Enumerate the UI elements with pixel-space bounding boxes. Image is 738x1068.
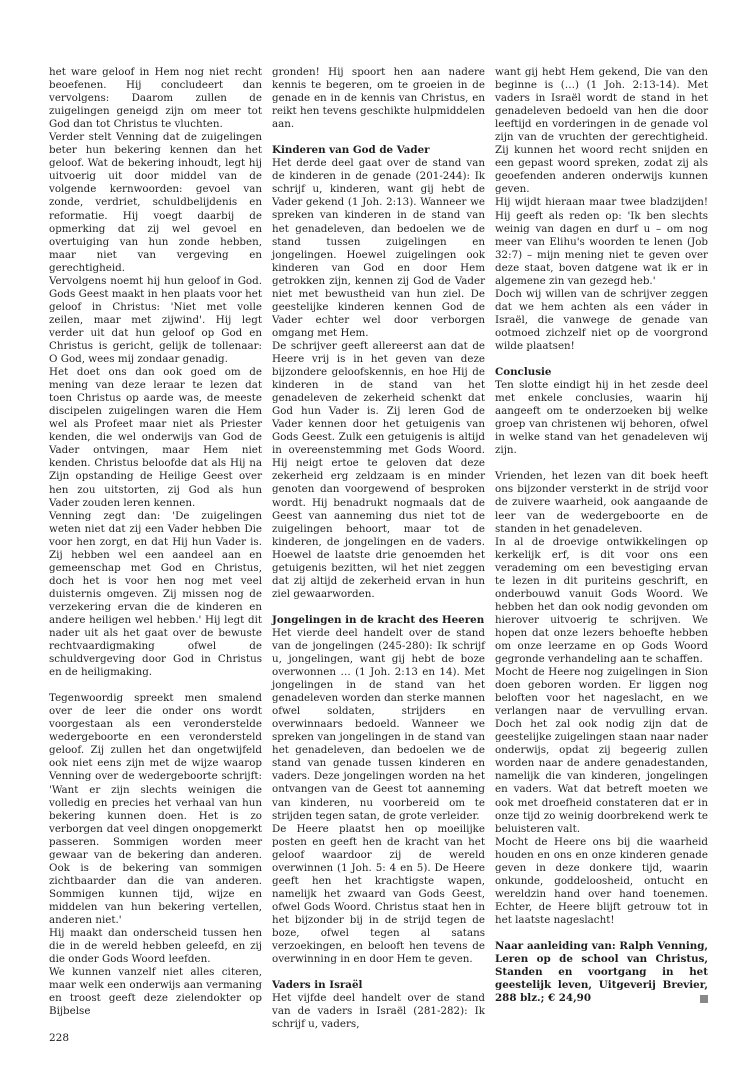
paragraph: Hij maakt dan onderscheid tussen hen die in de wereld hebben geleefd, en zij die onder Gods Woord leefden. [49,927,262,966]
paragraph: We kunnen vanzelf niet alles citeren, maar welk een onderwijs aan vermaning en troost geeft deze zielendokter op Bijbelse [49,966,262,1018]
paragraph: Doch wij willen van de schrijver zeggen dat we hem achten als een váder in Israël, die vanwege de genade van ootmoed zichzelf niet op de voorgrond wilde plaatsen! [495,287,708,352]
column-right [495,66,708,1005]
paragraph: Het doet ons dan ook goed om de mening van deze leraar te lezen dat toen Christus op aarde was, de meeste discipelen zuigelingen waren die Hem wel als Profeet maar niet als Priester kenden, die wel onderwijs van God de Vader ontvingen, maar Hem niet kenden. Christus beloofde dat als Hij na Zijn opstanding de Heilige Geest over hen zou uitstorten, zij God als hun Vader zouden leren kennen. [49,366,262,509]
paragraph: het ware geloof in Hem nog niet recht beoefenen. Hij concludeert dan vervolgens: Daarom zullen de zuigelingen geneigd zijn om meer tot God dan tot Christus te vluchten. [49,66,262,131]
paragraph: Vervolgens noemt hij hun geloof in God. Gods Geest maakt in hen plaats voor het geloof in Christus: 'Niet met volle zeilen, maar met zijwind'. Hij legt verder uit dat hun geloof op God en Christus is gericht, gelijk de tollenaar: O God, wees mij zondaar genadig. [49,274,262,366]
paragraph: Het derde deel gaat over de stand van de kinderen in de genade (201-244): Ik schrijf u, kinderen, want gij hebt de Vader gekend (1 Joh. 2:13). Wanneer we spreken van kinderen in de stand van het genadeleven, dan bedoelen we de stand tussen zuigelingen en jongelingen. Hoewel zuigelingen ook kinderen van God en door Hem getrokken zijn, kennen zij God de Vader niet met bewustheid van hun ziel. De geestelijke kinderen kennen God de Vader echter wel door verborgen omgang met Hem. [272,157,485,339]
end-mark-square-icon [700,995,708,1003]
section-heading: Kinderen van God de Vader [272,144,430,157]
page-number: 228 [49,1032,70,1044]
book-source [495,940,708,1005]
paragraph: Hij wijdt hieraan maar twee bladzijden! Hij geeft als reden op: 'Ik ben slechts weinig van dagen en durf u – om nog meer van Elihu's woorden te lenen (Job 32:7) – mijn mening niet te geven over deze staat, boven datgene wat ik er in algemene zin van gezegd heb.' [495,196,708,287]
paragraph: Ten slotte eindigt hij in het zesde deel met enkele conclusies, waarin hij aangeeft om te onderzoeken bij welke groep van christenen wij behoren, ofwel in welke stand van het genadeleven wij zijn. [495,379,708,457]
section-heading: Jongelingen in de kracht des Heeren [272,613,485,626]
paragraph: Verder stelt Venning dat de zuigelingen beter hun bekering kennen dan het geloof. Wat de bekering inhoudt, legt hij uitvoerig uit door middel van de volgende kernwoorden: gevoel van zonde, verdriet, schuldbelijdenis en reformatie. Hij voegt daarbij de opmerking dat zij wel gevoel en overtuiging van hun zonde hebben, maar niet van vergeving en gerechtigheid. [49,131,262,274]
paragraph: Tegenwoordig spreekt men smalend over de leer die onder ons wordt voorgestaan als een veronderstelde wedergeboorte en een verondersteld geloof. Zij zullen het dan ongetwijfeld ook niet eens zijn met de wijze waarop Venning over de wedergeboorte schrijft: 'Want er zijn slechts weinigen die volledig en precies het verhaal van hun bekering kunnen doen. Het is zo verborgen dat veel dingen onopgemerkt passeren. Sommigen worden meer gewaar van de bekering dan anderen. Ook is de bekering van sommigen zichtbaarder dan die van anderen. Sommigen kunnen tijd, wijze en middelen van hun bekering vertellen, anderen niet.' [49,692,262,926]
column-middle [272,66,485,1031]
section-heading: Conclusie [495,366,552,379]
paragraph: Vrienden, het lezen van dit boek heeft ons bijzonder versterkt in de strijd voor de zuivere waarheid, ook aangaande de leer van de wedergeboorte en de standen in het genadeleven. [495,470,708,535]
paragraph: Mocht de Heere nog zuigelingen in Sion doen geboren worden. Er liggen nog beloften voor het nageslacht, en we verlangen naar de vervulling ervan. Doch het zal ook nodig zijn dat de geestelijke zuigelingen staan naar nader onderwijs, opdat zij begeerig zullen worden naar de andere genadestanden, namelijk die van kinderen, jongelingen en vaders. Wat dat betreft moeten we ook met droefheid constateren dat er in onze tijd zo weinig doorbrekend werk te beluisteren valt. [495,666,708,835]
paragraph: De Heere plaatst hen op moeilijke posten en geeft hen de kracht van het geloof waardoor zij de wereld overwinnen (1 Joh. 5: 4 en 5). De Heere geeft hen het krachtigste wapen, namelijk het zwaard van Gods Geest, ofwel Gods Woord. Christus staat hen in het bijzonder bij in de strijd tegen de boze, ofwel tegen al satans verzoekingen, en belooft hen tevens de overwinning in en door Hem te geven. [272,822,485,966]
paragraph: Het vijfde deel handelt over de stand van de vaders in Israël (281-282): Ik schrijf u, vaders, [272,992,485,1031]
section-heading: Vaders in Israël [272,979,363,992]
paragraph: gronden! Hij spoort hen aan nadere kennis te begeren, om te groeien in de genade en in de kennis van Christus, en reikt hen tevens geschikte hulpmiddelen aan. [272,66,485,131]
paragraph: Het vierde deel handelt over de stand van de jongelingen (245-280): Ik schrijf u, jongelingen, want gij hebt de boze overwonnen … (1 Joh. 2:13 en 14). Met jongelingen in de stand van het genadeleven worden dan sterke mannen ofwel soldaten, strijders en overwinnaars bedoeld. Wanneer we spreken van jongelingen in de stand van het genadeleven, dan bedoelen we de stand van genade tussen kinderen en vaders. Deze jongelingen worden na het ontvangen van de Geest tot aanneming van kinderen, nu voorbereid om te strijden tegen satan, de grote verleider. [272,626,485,822]
paragraph: Venning zegt dan: 'De zuigelingen weten niet dat zij een Vader hebben Die voor hen zorgt, en dat Hij hun Vader is. Zij hebben wel een aandeel aan en gemeenschap met God en Christus, doch het is voor hen nog met veel duisternis omgeven. Zij missen nog de verzekering ervan die de kinderen en andere heiligen wel hebben.' Hij legt dit nader uit als het gaat over de bewuste rechtvaardigmaking ofwel de schuldvergeving door God in Christus en de heiligmaking. [49,509,262,679]
paragraph: want gij hebt Hem gekend, Die van den beginne is (…) (1 Joh. 2:13-14). Met vaders in Israël wordt de stand in het genadeleven bedoeld van hen die door leeftijd en vorderingen in de genade vol zijn van de vruchten der gerechtigheid. Zij kunnen het woord recht snijden en een gepast woord spreken, zodat zij als geoefenden anderen onderwijs kunnen geven. [495,66,708,196]
paragraph: Mocht de Heere ons bij die waarheid houden en ons en onze kinderen genade geven in deze donkere tijd, waarin onkunde, goddeloosheid, ontucht en wereldzin hand over hand toenemen. Echter, de Heere blijft getrouw tot in het laatste nageslacht! [495,835,708,926]
column-left [49,66,262,1018]
book-source-text: Naar aanleiding van: Ralph Venning, Leren op de school van Christus, Standen en voortgang in het geestelijk leven, Uitgeverij Brevier, 288 blz.; € 24,90 [495,940,708,1005]
paragraph: De schrijver geeft allereerst aan dat de Heere vrij is in het geven van deze bijzondere geloofskennis, en hoe Hij de kinderen in de stand van het genadeleven de zekerheid schenkt dat God hun Vader is. Zij leren God de Vader kennen door het getuigenis van Gods Geest. Zulk een getuigenis is altijd in overeenstemming met Gods Woord. Hij neigt ertoe te geloven dat deze zekerheid erg zeldzaam is en minder genoten dan voorgewend of besproken wordt. Hij benadrukt nogmaals dat de Geest van aanneming dus niet tot de zuigelingen behoort, maar tot de kinderen, de jongelingen en de vaders. Hoewel de laatste drie genoemden het getuigenis bezitten, wil het niet zeggen dat zij altijd de zekerheid ervan in hun ziel gewaarworden. [272,339,485,600]
paragraph: In al de droevige ontwikkelingen op kerkelijk erf, is dit voor ons een verademing om een bevestiging ervan te lezen in dit puriteins geschrift, en onderbouwd vanuit Gods Woord. We hebben het dan ook nodig gevonden om hierover uitvoerig te schrijven. We hopen dat onze lezers behoefte hebben om onze leerzame en op Gods Woord gegronde verhandeling aan te schaffen. [495,535,708,666]
